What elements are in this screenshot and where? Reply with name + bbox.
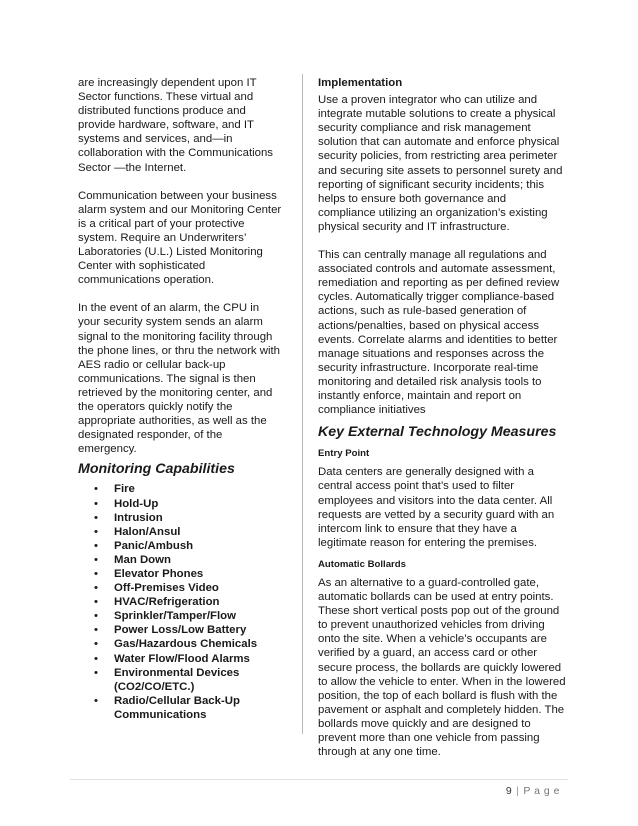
bullet-icon: • — [94, 539, 98, 552]
capability-item — [94, 609, 283, 623]
bullet-icon: • — [94, 666, 98, 679]
page-label: P a g e — [523, 785, 560, 797]
capability-item — [94, 637, 283, 651]
alarm-event-paragraph: In the event of an alarm, the CPU in your security system sends an alarm signal to the monitoring facility through the phone lines, or thru the network with AES radio or cellular back-up communications. The signal is then retrieved by the monitoring center, and the operators quickly notify the appropriate authorities, as well as the designated responder, of the emergency. — [78, 302, 280, 456]
entry-point-paragraph: Data centers are generally designed with a central access point that’s used to filter employees and visitors into the data center. All requests are vetted by a security guard with an intercom link to ensure that they have a legitimate reason for entering the premises. — [318, 466, 555, 549]
capability-item — [94, 497, 283, 511]
capability-label: Elevator Phones — [114, 568, 204, 580]
capability-item — [94, 539, 283, 553]
capability-item — [94, 694, 283, 722]
entry-point-heading: Entry Point — [318, 448, 370, 460]
bullet-icon: • — [94, 568, 98, 580]
footer-rule — [70, 779, 568, 780]
capability-label: Man Down — [114, 553, 171, 566]
implementation-paragraph-1: Use a proven integrator who can utilize and integrate mutable solutions to create a physical security compliance and risk management solution that can automate and enforce physical security policies, from restricting area perimeter and securing site assets to personnel surety and reporting of significant security incidents; this helps to ensure both governance and compliance utilizing an organization’s existing physical security and IT infrastructure. — [318, 94, 563, 233]
communication-paragraph: Communication between your business alarm system and our Monitoring Center is a critical part of your protective system. Require an Underwriters’ Laboratories (U.L.) Listed Monitoring Center with sophisticated communications operation. — [78, 189, 282, 287]
automatic-bollards-heading: Automatic Bollards — [318, 558, 406, 570]
bullet-icon: • — [94, 497, 98, 510]
capability-label: Fire — [114, 483, 135, 496]
footer-separator: | — [516, 785, 520, 797]
intro-paragraph: are increasingly dependent upon IT Sector functions. These virtual and distributed functions produce and provide hardware, software, and IT systems and services, and—in collaboration with the Communications Sector —the Internet. — [78, 77, 274, 174]
monitoring-capabilities-heading: Monitoring Capabilities — [78, 461, 235, 478]
bullet-icon: • — [94, 596, 98, 609]
capability-item — [94, 666, 283, 694]
column-divider — [302, 74, 303, 734]
capability-item — [94, 482, 283, 496]
bullet-icon: • — [94, 624, 98, 637]
bullet-icon: • — [94, 694, 98, 707]
capability-item — [94, 581, 283, 595]
bullet-icon: • — [94, 638, 98, 651]
monitoring-capabilities-list — [78, 482, 283, 722]
capability-item — [94, 623, 283, 637]
page-number: 9 — [505, 785, 513, 797]
bullet-icon: • — [94, 511, 98, 524]
capability-label: Panic/Ambush — [114, 539, 194, 552]
left-column — [78, 76, 283, 722]
capability-label: Environmental Devices (CO2/CO/ETC.) — [114, 666, 240, 693]
bullet-icon: • — [94, 483, 98, 496]
capability-label: Hold-Up — [114, 497, 159, 510]
capability-label: Power Loss/Low Battery — [114, 624, 247, 637]
capability-item — [94, 595, 283, 609]
implementation-paragraph-2: This can centrally manage all regulations and associated controls and automate assessment, remediation and reporting as per defined review cycles. Automatically trigger compliance-based actions, such as rule-based generation of actions/penalties, based on physical access events. Correlate alarms and identities to better manage situations and responses across the security infrastructure. Incorporate real-time monitoring and detailed risk analysis tools to instantly enforce, maintain and report on compliance initiatives — [318, 249, 560, 417]
capability-item — [94, 652, 283, 666]
capability-item — [94, 511, 283, 525]
bullet-icon: • — [94, 525, 98, 538]
bullet-icon: • — [94, 553, 98, 566]
bullet-icon: • — [94, 582, 98, 595]
bullet-icon: • — [94, 610, 98, 623]
capability-item — [94, 525, 283, 539]
key-external-measures-heading: Key External Technology Measures — [318, 424, 557, 441]
capability-label: Water Flow/Flood Alarms — [114, 652, 250, 665]
implementation-heading: Implementation — [318, 77, 403, 89]
capability-label: Intrusion — [114, 511, 163, 524]
capability-item — [94, 553, 283, 567]
right-column — [318, 76, 566, 773]
automatic-bollards-paragraph: As an alternative to a guard-controlled gate, automatic bollards can be used at entry points. These short vertical posts pop out of the ground to prevent unauthorized vehicles from driving onto the site. When a vehicle’s occupants are verified by a guard, an access card or other secure process, the bollards are quickly lowered to allow the vehicle to enter. When in the lowered position, the top of each bollard is flush with the pavement or asphalt and completely hidden. The bollards move quickly and are designed to prevent more than one vehicle from passing through at any one time. — [318, 577, 566, 759]
capability-label: HVAC/Refrigeration — [114, 596, 220, 609]
capability-label: Halon/Ansul — [114, 525, 181, 538]
page-footer — [506, 785, 560, 797]
capability-label: Off-Premises Video — [114, 582, 219, 595]
bullet-icon: • — [94, 652, 98, 665]
capability-label: Radio/Cellular Back-Up Communications — [114, 694, 240, 721]
capability-label: Sprinkler/Tamper/Flow — [114, 610, 236, 623]
capability-label: Gas/Hazardous Chemicals — [114, 638, 258, 651]
capability-item — [94, 567, 283, 581]
